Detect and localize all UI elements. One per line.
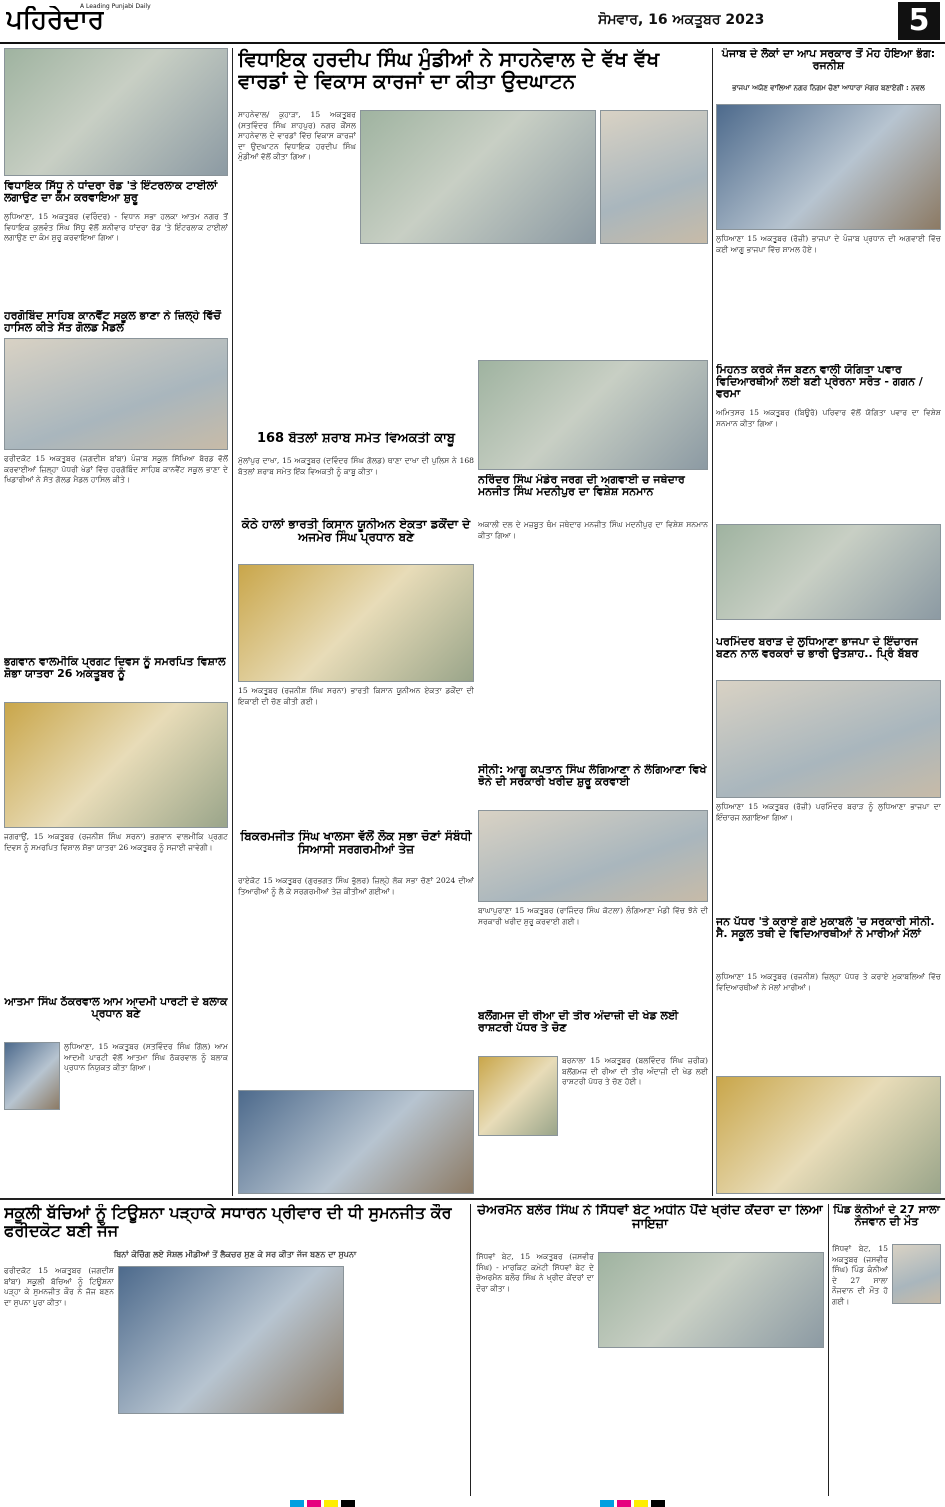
right-story1-body: ਲੁਧਿਆਣਾ 15 ਅਕਤੂਬਰ (ਰੋਜ਼ੀ) ਭਾਜਪਾ ਦੇ ਪੰਜਾਬ ਪ੍ਰਧਾਨ ਦੀ ਅਗਵਾਈ ਵਿੱਚ ਕਈ ਆਗੂ ਭਾਜਪਾ ਵਿੱਚ ਸ਼ਾਮਲ ਹੋਏ। — [716, 234, 941, 254]
registration-marks-2 — [600, 1495, 720, 1507]
left-photo-1 — [4, 48, 228, 176]
bottom-mid-photo — [598, 1252, 824, 1348]
left-story3-body: ਜਗਰਾਉਂ, 15 ਅਕਤੂਬਰ (ਰਜਨੀਸ਼ ਸਿੰਘ ਸਰਨਾ) ਭਗਵਾਨ ਵਾਲਮੀਕਿ ਪ੍ਰਗਟ ਦਿਵਸ ਨੂੰ ਸਮਰਪਿਤ ਵਿਸ਼ਾਲ ਸ਼ੋਭਾ ਯਾਤਰਾ 26 ਅਕਤੂਬਰ ਨੂੰ ਸਜਾਈ ਜਾਵੇਗੀ। — [4, 832, 228, 852]
bottom-lead-body: ਫਰੀਦਕੋਟ 15 ਅਕਤੂਬਰ (ਜਗਦੀਸ਼ ਬਾਂਬਾ) ਸਕੂਲੀ ਬੱਚਿਆਂ ਨੂੰ ਟਿਊਸ਼ਨਾ ਪੜ੍ਹਾ ਕੇ ਸੁਮਨਜੀਤ ਕੌਰ ਨੇ ਜੱਜ ਬਣਨ ਦਾ ਸੁਪਨਾ ਪੂਰਾ ਕੀਤਾ। — [4, 1266, 114, 1307]
left-story1-body: ਲੁਧਿਆਣਾ, 15 ਅਕਤੂਬਰ (ਵਰਿੰਦਰ) - ਵਿਧਾਨ ਸਭਾ ਹਲਕਾ ਆਤਮ ਨਗਰ ਤੋਂ ਵਿਧਾਇਕ ਕੁਲਵੰਤ ਸਿੰਘ ਸਿੱਧੂ ਵੱਲੋਂ ਸ਼ਨੀਵਾਰ ਧਾਂਦਰਾ ਰੋਡ 'ਤੇ ਇੰਟਰਲਾਕ ਟਾਈਲਾਂ ਲਗਾਉਣ ਦਾ ਕੰਮ ਸ਼ੁਰੂ ਕਰਵਾਇਆ ਗਿਆ। — [4, 212, 228, 243]
bottom-side-headline: ਪਿੰਡ ਕੰਨੀਆਂ ਦੇ 27 ਸਾਲਾ ਨੌਜਵਾਨ ਦੀ ਮੌਤ — [833, 1204, 940, 1229]
left-story1-headline: ਵਿਧਾਇਕ ਸਿੱਧੂ ਨੇ ਧਾਂਦਰਾ ਰੋਡ 'ਤੇ ਇੰਟਰਲਾਕ ਟਾਈਲਾਂ ਲਗਾਉਣ ਦਾ ਕੰਮ ਕਰਵਾਇਆ ਸ਼ੁਰੂ — [4, 180, 218, 205]
right-story3-headline: ਪਰਮਿੰਦਰ ਬਰਾੜ ਦੇ ਲੁਧਿਆਣਾ ਭਾਜਪਾ ਦੇ ਇੰਚਾਰਜ ਬਣਨ ਨਾਲ ਵਰਕਰਾਂ ਚ ਭਾਰੀ ਉਤਸ਼ਾਹ.. ਪ੍ਰਿੰ ਬੱਬਰ — [716, 636, 919, 661]
center-story4-headline: ਬਿਕਰਮਜੀਤ ਸਿੰਘ ਖਾਲਸਾ ਵੱਲੋਂ ਲੋਕ ਸਭਾ ਚੋਣਾਂ ਸੰਬੰਧੀ ਸਿਆਸੀ ਸਰਗਰਮੀਆਂ ਤੇਜ਼ — [240, 830, 472, 857]
left-story3-headline: ਭਗਵਾਨ ਵਾਲਮੀਕਿ ਪ੍ਰਗਟ ਦਿਵਸ ਨੂੰ ਸਮਰਪਿਤ ਵਿਸ਼ਾਲ ਸ਼ੋਭਾ ਯਾਤਰਾ 26 ਅਕਤੂਬਰ ਨੂੰ — [4, 656, 226, 681]
bottom-mid-body: ਸਿੱਧਵਾਂ ਬੇਟ, 15 ਅਕਤੂਬਰ (ਜਸਵੀਰ ਸਿੰਘ) - ਮਾਰਕਿਟ ਕਮੇਟੀ ਸਿੱਧਵਾਂ ਬੇਟ ਦੇ ਚੇਅਰਮੈਨ ਬਲੌਰ ਸਿੰਘ ਨੇ ਖ੍ਰੀਦ ਕੇਂਦਰਾਂ ਦਾ ਦੌਰਾ ਕੀਤਾ। — [476, 1252, 594, 1293]
right-story2-body: ਅਮਿਤਸਰ 15 ਅਕਤੂਬਰ (ਬਿਊਰੋ) ਪਰਿਵਾਰ ਵੱਲੋਂ ਯੋਗਿਤਾ ਪਵਾਰ ਦਾ ਵਿਸ਼ੇਸ਼ ਸਨਮਾਨ ਕੀਤਾ ਗਿਆ। — [716, 408, 941, 428]
bottom-side-photo — [892, 1244, 941, 1304]
masthead — [0, 0, 945, 44]
bottom-col-divider-2 — [828, 1204, 829, 1496]
center-story4-body: ਰਾਏਕੋਟ 15 ਅਕਤੂਬਰ (ਗੁਰਭਗਤ ਸਿੰਘ ਭੁੱਲਰ) ਜ਼ਿਲ੍ਹੇ ਲੋਕ ਸਭਾ ਚੋਣਾਂ 2024 ਦੀਆਂ ਤਿਆਰੀਆਂ ਨੂੰ ਲੈ ਕੇ ਸਰਗਰਮੀਆਂ ਤੇਜ਼ ਕੀਤੀਆਂ ਗਈਆਂ। — [238, 876, 474, 896]
right-story4-headline: ਜਨ ਪੱਧਰ 'ਤੇ ਕਰਾਏ ਗਏ ਮੁਕਾਬਲੇ 'ਚ ਸਰਕਾਰੀ ਸੀਨੀ. ਸੈ. ਸਕੂਲ ਤਥੀ ਦੇ ਵਿਦਿਆਰਥੀਆਂ ਨੇ ਮਾਰੀਆਂ ਮੱਲਾਂ — [716, 916, 935, 941]
center-story3-body: 15 ਅਕਤੂਬਰ (ਰਜਨੀਸ਼ ਸਿੰਘ ਸਰਨਾ) ਭਾਰਤੀ ਕਿਸਾਨ ਯੂਨੀਅਨ ਏਕਤਾ ਡਕੌਂਦਾ ਦੀ ਇਕਾਈ ਦੀ ਚੋਣ ਕੀਤੀ ਗਈ। — [238, 686, 474, 706]
center-lead-headline: ਵਿਧਾਇਕ ਹਰਦੀਪ ਸਿੰਘ ਮੁੰਡੀਆਂ ਨੇ ਸਾਹਨੇਵਾਲ ਦੇ ਵੱਖ ਵੱਖ ਵਾਰਡਾਂ ਦੇ ਵਿਕਾਸ ਕਾਰਜਾਂ ਦਾ ਕੀਤਾ ਉਦਘਾਟਨ — [238, 48, 660, 93]
bottom-lead-photo — [118, 1266, 344, 1414]
center-right-story2-headline: ਸੀਨੀ: ਆਗੂ ਕਪਤਾਨ ਸਿੰਘ ਲੰਗਿਆਣਾ ਨੇ ਲੰਗਿਆਣਾ ਵਿਖੇ ਝੋਨੇ ਦੀ ਸਰਕਾਰੀ ਖਰੀਦ ਸ਼ੁਰੂ ਕਰਵਾਈ — [478, 764, 707, 789]
center-right-story1-headline: ਨਰਿੰਦਰ ਸਿੰਘ ਮੰਡੇਰ ਜਰਗ ਦੀ ਅਗਵਾਈ ਚ ਜਥੇਦਾਰ ਮਨਜੀਤ ਸਿੰਘ ਮਦਨੀਪੁਰ ਦਾ ਵਿਸ਼ੇਸ਼ ਸਨਮਾਨ — [478, 474, 685, 499]
right-story1-sub: ਭਾਜਪਾ ਅਯੋਣ ਵਾਲਿਆਂ ਨਗਰ ਨਿਗਮ ਚੋਣਾਂ ਆਧਾਰਾ ਮੰਗਰ ਬਣਾਏਗੀ : ਨਵਲ — [732, 84, 925, 92]
center-right-story3-headline: ਬਲੋਂਗਮਜ ਦੀ ਰੀਆ ਦੀ ਤੀਰ ਅੰਦਾਜ਼ੀ ਦੀ ਖੇਡ ਲਈ ਰਾਸ਼ਟਰੀ ਪੱਧਰ ਤੇ ਚੋਣ — [478, 1010, 679, 1035]
bottom-lead-sub: ਬਿਨਾਂ ਕੋਚਿੰਗ ਲਏ ਸੋਸ਼ਲ ਮੀਡੀਆਂ ਤੋਂ ਲੈਕਚਰ ਸੁਣ ਕੇ ਸਰ ਕੀਤਾ ਜੱਜ ਬਣਨ ਦਾ ਸੁਪਨਾ — [113, 1250, 357, 1259]
left-photo-4 — [4, 1042, 60, 1110]
bottom-mid-headline: ਚੇਅਰਮੈਨ ਬਲੌਰ ਸਿੰਘ ਨੇ ਸਿੱਧਵਾਂ ਬੇਟ ਅਧੀਨ ਪੈਂਦੇ ਖ੍ਰੀਦ ਕੇਂਦਰਾ ਦਾ ਲਿਆ ਜਾਇਜ਼ਾ — [477, 1204, 823, 1233]
right-story1-headline: ਪੰਜਾਬ ਦੇ ਲੋਕਾਂ ਦਾ ਆਪ ਸਰਕਾਰ ਤੋਂ ਮੋਹ ਹੋਇਆ ਭੰਗ: ਰਜਨੀਸ਼ — [721, 48, 936, 73]
bottom-lead-headline: ਸਕੂਲੀ ਬੱਚਿਆਂ ਨੂੰ ਟਿਊਸ਼ਨਾ ਪੜ੍ਹਾਕੇ ਸਧਾਰਨ ਪ੍ਰੀਵਾਰ ਦੀ ਧੀ ਸੁਮਨਜੀਤ ਕੌਰ ਫਰੀਦਕੋਟ ਬਣੀ ਜੱਜ — [4, 1204, 452, 1240]
column-divider — [232, 48, 233, 1196]
center-story4-photo — [238, 1090, 474, 1194]
left-photo-3 — [4, 702, 228, 828]
center-story3-photo — [238, 564, 474, 682]
right-photo-2 — [716, 524, 941, 620]
center-right-story3-body: ਬਰਨਾਲਾ 15 ਅਕਤੂਬਰ (ਬਲਵਿੰਦਰ ਸਿੰਘ ਜ਼ਰੀਕ) ਬਲੋਂਗਮਜ ਦੀ ਰੀਆ ਦੀ ਤੀਰ ਅੰਦਾਜ਼ੀ ਦੀ ਖੇਡ ਲਈ ਰਾਸ਼ਟਰੀ ਪੱਧਰ ਤੇ ਚੋਣ ਹੋਈ। — [562, 1056, 708, 1087]
center-right-photo-2 — [478, 360, 708, 470]
left-photo-2 — [4, 338, 228, 450]
center-lead-photo — [360, 110, 596, 244]
bottom-lead-body-2 — [118, 1418, 344, 1494]
bottom-col-divider — [470, 1204, 471, 1496]
right-photo-3 — [716, 680, 941, 798]
right-story3-body: ਲੁਧਿਆਣਾ 15 ਅਕਤੂਬਰ (ਰੋਜ਼ੀ) ਪਰਮਿੰਦਰ ਬਰਾੜ ਨੂੰ ਲੁਧਿਆਣਾ ਭਾਜਪਾ ਦਾ ਇੰਚਾਰਜ ਲਗਾਇਆ ਗਿਆ। — [716, 802, 941, 822]
column-divider-2 — [712, 48, 713, 1196]
left-story4-headline: ਆਤਮਾ ਸਿੰਘ ਠੱਕਰਵਾਲ ਆਮ ਆਦਮੀ ਪਾਰਟੀ ਦੇ ਬਲਾਕ ਪ੍ਰਧਾਨ ਬਣੇ — [4, 996, 228, 1021]
center-story3-headline: ਕੋਠੇ ਹਾਲਾਂ ਭਾਰਤੀ ਕਿਸਾਨ ਯੂਨੀਅਨ ਏਕਤਾ ਡਕੌਂਦਾ ਦੇ ਅਜਮੇਰ ਸਿੰਘ ਪ੍ਰਧਾਨ ਬਣੇ — [241, 518, 471, 545]
center-right-photo-1 — [600, 110, 708, 244]
left-story4-body: ਲੁਧਿਆਣਾ, 15 ਅਕਤੂਬਰ (ਸਤਵਿੰਦਰ ਸਿੰਘ ਗਿੱਲ) ਆਮ ਆਦਮੀ ਪਾਰਟੀ ਵੱਲੋਂ ਆਤਮਾ ਸਿੰਘ ਠੱਕਰਵਾਲ ਨੂੰ ਬਲਾਕ ਪ੍ਰਧਾਨ ਨਿਯੁਕਤ ਕੀਤਾ ਗਿਆ। — [64, 1042, 228, 1073]
right-story4-body: ਲੁਧਿਆਣਾ 15 ਅਕਤੂਬਰ (ਰਜਨੀਸ਼) ਜ਼ਿਲ੍ਹਾ ਪੱਧਰ ਤੇ ਕਰਾਏ ਮੁਕਾਬਲਿਆਂ ਵਿੱਚ ਵਿਦਿਆਰਥੀਆਂ ਨੇ ਮੱਲਾਂ ਮਾਰੀਆਂ। — [716, 972, 941, 992]
center-right-photo-3 — [478, 810, 708, 902]
center-right-photo-4 — [478, 1056, 558, 1136]
masthead-logo: ਪਹਿਰੇਦਾਰ — [6, 6, 104, 35]
center-story2-headline: 168 ਬੋਤਲਾਂ ਸ਼ਰਾਬ ਸਮੇਤ ਵਿਅਕਤੀ ਕਾਬੂ — [256, 432, 456, 446]
bottom-side-body: ਸਿੱਧਵਾਂ ਬੇਟ, 15 ਅਕਤੂਬਰ (ਜਸਵੀਰ ਸਿੰਘ) ਪਿੰਡ ਕੰਨੀਆਂ ਦੇ 27 ਸਾਲਾ ਨੌਜਵਾਨ ਦੀ ਮੌਤ ਹੋ ਗਈ। — [832, 1244, 888, 1306]
right-photo-1 — [716, 104, 941, 230]
page-number: 5 — [898, 2, 940, 40]
center-right-story2-body: ਬਾਘਾਪੁਰਾਣਾ 15 ਅਕਤੂਬਰ (ਰਾਜਿੰਦਰ ਸਿੰਘ ਕੋਟਲਾ) ਲੰਗਿਆਣਾ ਮੰਡੀ ਵਿੱਚ ਝੋਨੇ ਦੀ ਸਰਕਾਰੀ ਖਰੀਦ ਸ਼ੁਰੂ ਕਰਵਾਈ ਗਈ। — [478, 906, 708, 926]
center-lead-body: ਸਾਹਨੇਵਾਲ/ ਕੁਹਾੜਾ, 15 ਅਕਤੂਬਰ (ਸਤਵਿੰਦਰ ਸਿੰਘ ਸ਼ਾਹਪੁਰ) ਨਗਰ ਕੌਂਸਲ ਸਾਹਨੇਵਾਲ ਦੇ ਵਾਰਡਾਂ ਵਿੱਚ ਵਿਕਾਸ ਕਾਰਜਾਂ ਦਾ ਉਦਘਾਟਨ ਵਿਧਾਇਕ ਹਰਦੀਪ ਸਿੰਘ ਮੁੰਡੀਆਂ ਵੱਲੋਂ ਕੀਤਾ ਗਿਆ। — [238, 110, 356, 162]
bottom-divider — [0, 1198, 945, 1200]
right-photo-4 — [716, 1076, 941, 1194]
left-story2-headline: ਹਰਗੋਬਿੰਦ ਸਾਹਿਬ ਕਾਨਵੈਂਟ ਸਕੂਲ ਭਾਣਾ ਨੇ ਜ਼ਿਲ੍ਹੇ ਵਿੱਚੋਂ ਹਾਸਿਲ ਕੀਤੇ ਸੱਤ ਗੋਲਡ ਮੈਡਲ — [4, 310, 221, 335]
right-story2-headline: ਮਿਹਨਤ ਕਰਕੇ ਜੱਜ ਬਣਨ ਵਾਲੀ ਯੋਗਿਤਾ ਪਵਾਰ ਵਿਦਿਆਰਥੀਆਂ ਲਈ ਬਣੀ ਪ੍ਰੇਰਨਾ ਸਰੋਤ - ਗਗਨ / ਵਰਮਾ — [716, 364, 923, 401]
bottom-mid-body-2 — [598, 1352, 824, 1494]
left-story2-body: ਫਰੀਦਕੋਟ 15 ਅਕਤੂਬਰ (ਜਗਦੀਸ਼ ਬਾਂਬਾ) ਪੰਜਾਬ ਸਕੂਲ ਸਿੱਖਿਆ ਬੋਰਡ ਵੱਲੋਂ ਕਰਵਾਈਆਂ ਜ਼ਿਲ੍ਹਾ ਪੱਧਰੀ ਖੇਡਾਂ ਵਿੱਚ ਹਰਗੋਬਿੰਦ ਸਾਹਿਬ ਕਾਨਵੈਂਟ ਸਕੂਲ ਭਾਣਾ ਦੇ ਖਿਡਾਰੀਆਂ ਨੇ ਸੱਤ ਗੋਲਡ ਮੈਡਲ ਹਾਸਿਲ ਕੀਤੇ। — [4, 454, 228, 485]
masthead-date: ਸੋਮਵਾਰ, 16 ਅਕਤੂਬਰ 2023 — [598, 12, 765, 28]
center-story2-body: ਮੁੱਲਾਂਪੁਰ ਦਾਖਾ, 15 ਅਕਤੂਬਰ (ਦਵਿੰਦਰ ਸਿੰਘ ਗੋਲਡ) ਥਾਣਾ ਦਾਖਾ ਦੀ ਪੁਲਿਸ ਨੇ 168 ਬੋਤਲਾਂ ਸ਼ਰਾਬ ਸਮੇਤ ਇੱਕ ਵਿਅਕਤੀ ਨੂੰ ਕਾਬੂ ਕੀਤਾ। — [238, 456, 474, 476]
masthead-tagline: A Leading Punjabi Daily — [80, 3, 151, 10]
registration-marks — [290, 1495, 410, 1507]
center-right-story1-body: ਅਕਾਲੀ ਦਲ ਦੇ ਮਜ਼ਬੂਤ ਥੰਮ ਜਥੇਦਾਰ ਮਨਜੀਤ ਸਿੰਘ ਮਦਨੀਪੁਰ ਦਾ ਵਿਸ਼ੇਸ਼ ਸਨਮਾਨ ਕੀਤਾ ਗਿਆ। — [478, 520, 708, 540]
bottom-lead-body-3 — [348, 1266, 466, 1494]
